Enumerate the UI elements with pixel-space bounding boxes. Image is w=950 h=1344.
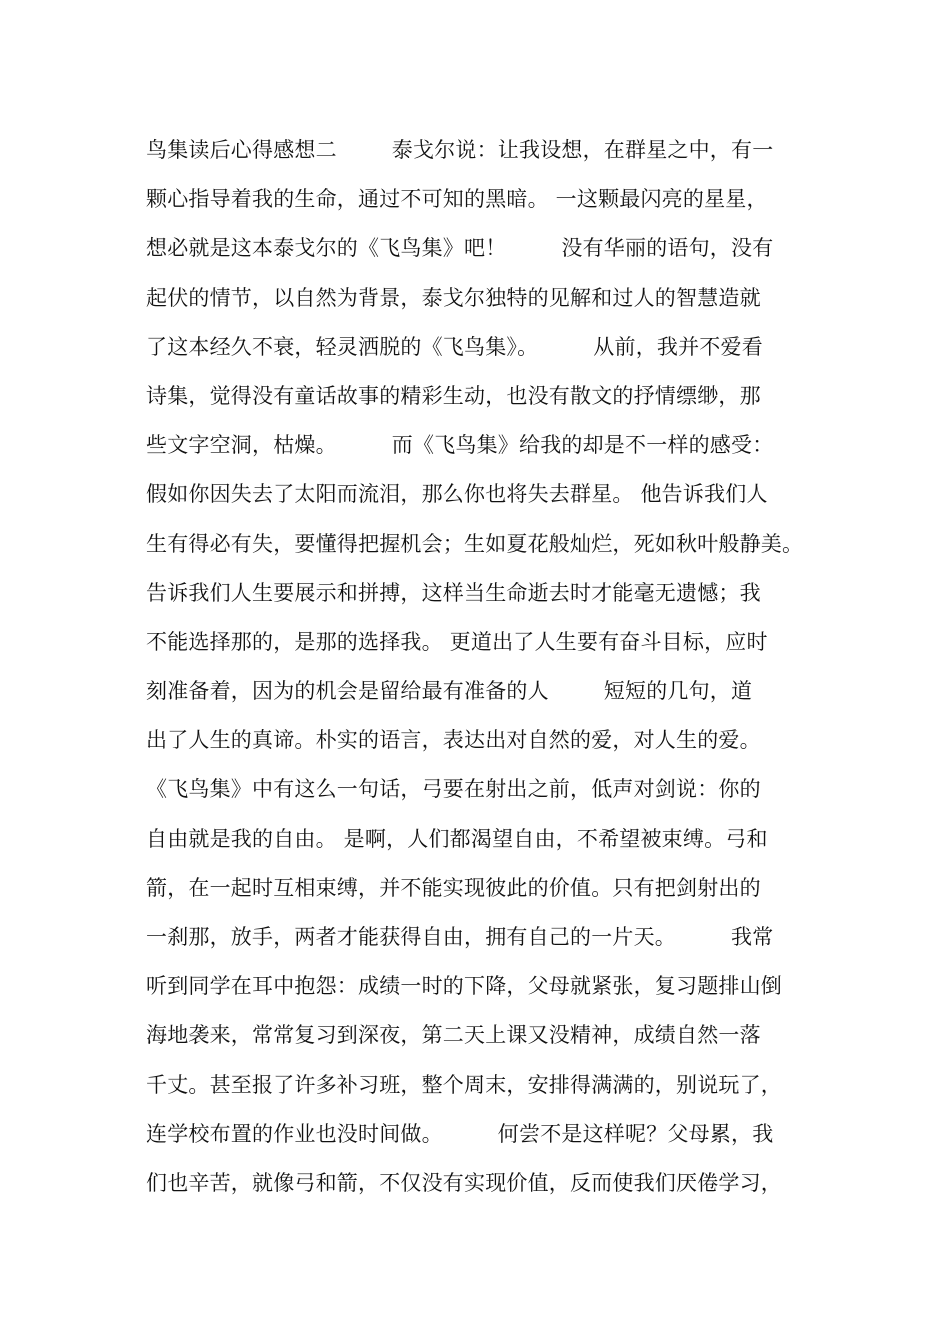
text-line: 生有得必有失，要懂得把握机会；生如夏花般灿烂，死如秋叶般静美。: [146, 531, 804, 556]
text-line: 诗集，觉得没有童话故事的精彩生动，也没有散文的抒情缥缈，那: [146, 383, 761, 408]
text-line: 不能选择那的，是那的选择我。 更道出了人生要有奋斗目标，应时: [146, 629, 768, 654]
text-line: 一刹那，放手，两者才能获得自由，拥有自己的一片天。 我常: [146, 925, 774, 949]
body-text: [146, 126, 836, 1208]
text-line: 了这本经久不衰，轻灵洒脱的《飞鸟集》。 从前，我并不爱看: [146, 334, 763, 359]
text-line: 些文字空洞，枯燥。 而《飞鸟集》给我的却是不一样的感受：: [146, 433, 774, 458]
text-line: 出了人生的真谛。朴实的语言，表达出对自然的爱，对人生的爱。: [146, 728, 761, 753]
text-line: 刻准备着，因为的机会是留给最有准备的人 短短的几句，道: [146, 679, 753, 704]
text-line: 箭，在一起时互相束缚，并不能实现彼此的价值。只有把剑射出的: [146, 875, 761, 900]
text-line: 《飞鸟集》中有这么一句话，弓要在射出之前，低声对剑说：你的: [146, 777, 761, 802]
text-line: 海地袭来，常常复习到深夜，第二天上课又没精神，成绩自然一落: [146, 1023, 761, 1048]
text-line: 千丈。甚至报了许多补习班，整个周末，安排得满满的，别说玩了，: [146, 1072, 782, 1097]
text-line: 想必就是这本泰戈尔的《飞鸟集》吧！ 没有华丽的语句，没有: [146, 236, 774, 261]
text-line: 自由就是我的自由。 是啊，人们都渴望自由，不希望被束缚。弓和: [146, 826, 768, 851]
text-line: 鸟集读后心得感想二 泰戈尔说：让我设想，在群星之中，有一: [146, 138, 774, 162]
text-line: 告诉我们人生要展示和拼搏，这样当生命逝去时才能毫无遗憾；我: [146, 580, 761, 605]
text-line: 们也辛苦，就像弓和箭，不仅没有实现价值，反而使我们厌倦学习，: [146, 1170, 782, 1195]
text-line: 颗心指导着我的生命，通过不可知的黑暗。 一这颗最闪亮的星星，: [146, 187, 768, 212]
text-line: 听到同学在耳中抱怨：成绩一时的下降，父母就紧张，复习题排山倒: [146, 974, 782, 999]
text-line: 起伏的情节，以自然为背景，泰戈尔独特的见解和过人的智慧造就: [146, 285, 761, 310]
text-line: 连学校布置的作业也没时间做。 何尝不是这样呢？父母累，我: [146, 1121, 774, 1146]
text-line: 假如你因失去了太阳而流泪，那么你也将失去群星。 他告诉我们人: [146, 482, 768, 507]
